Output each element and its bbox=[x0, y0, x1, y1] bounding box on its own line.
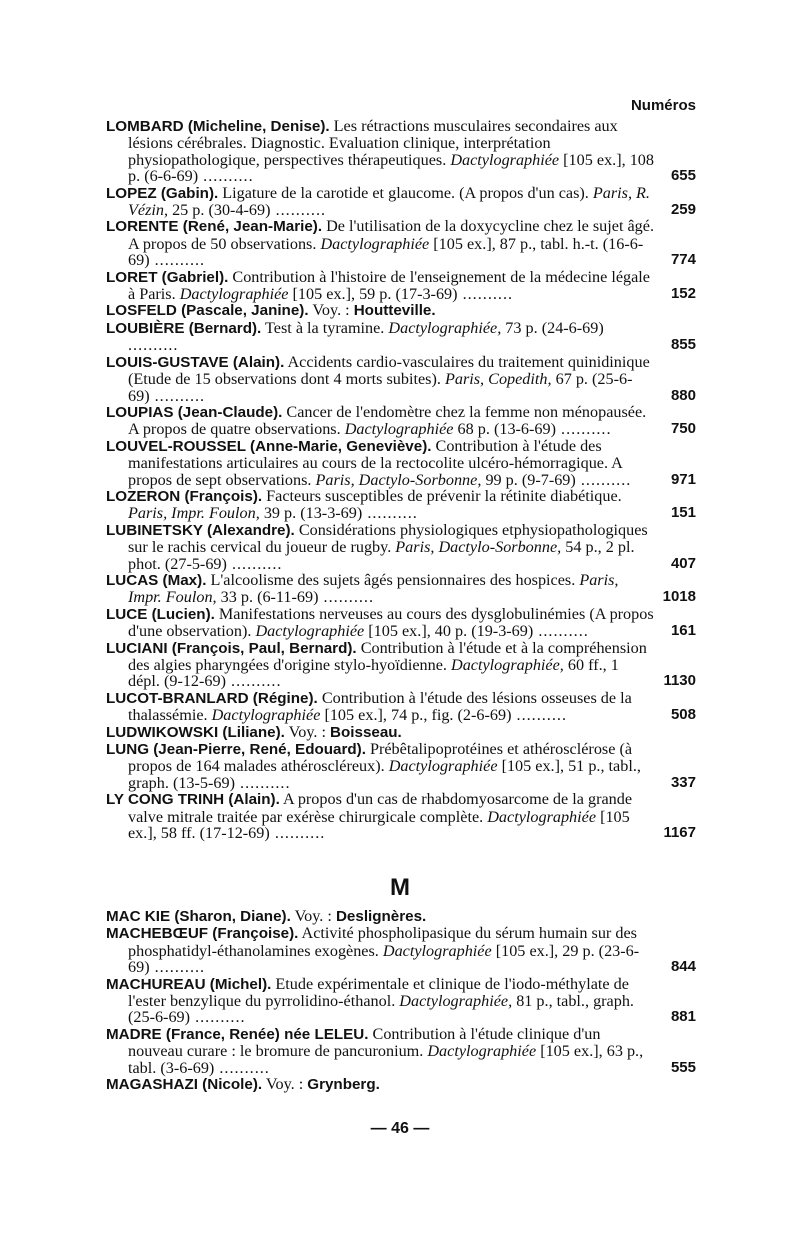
author-name: LOMBARD (Micheline, Denise). bbox=[106, 118, 330, 135]
entry bbox=[106, 640, 696, 690]
author-name: LUCE (Lucien). bbox=[106, 605, 215, 623]
dot-leader: .......... bbox=[575, 470, 632, 489]
entry-title: Voy. : bbox=[294, 907, 332, 925]
publisher: Paris, Impr. Foulon, bbox=[128, 570, 619, 607]
pub-details: [105 ex.], 29 p. (23-6-69) bbox=[128, 941, 640, 977]
author-name: LUCIANI (François, Paul, Bernard). bbox=[106, 639, 357, 657]
entry-text bbox=[106, 976, 654, 1026]
entry bbox=[106, 572, 696, 606]
publisher: Dactylographiée bbox=[211, 706, 321, 725]
publisher: Dactylographiée bbox=[320, 234, 430, 253]
entry bbox=[106, 320, 696, 354]
column-header: Numéros bbox=[630, 97, 696, 114]
pub-details: [105 ex.], 59 p. (17-3-69) bbox=[292, 285, 458, 304]
entry-text bbox=[106, 269, 654, 303]
entry-number: 774 bbox=[670, 251, 696, 269]
entry-title: Considérations physiologiques etphysiopathologiques sur le rachis cervical du joueur de rugby. bbox=[128, 520, 648, 557]
dot-leader: .......... bbox=[362, 504, 418, 523]
entry-text bbox=[106, 438, 654, 488]
dot-leader: .......... bbox=[214, 1058, 270, 1077]
publisher: Dactylographiée bbox=[450, 150, 560, 169]
pub-details: 99 p. (9-7-69) bbox=[485, 470, 576, 489]
pub-details: 25 p. (30-4-69) bbox=[172, 201, 271, 220]
entry-title: Voy. : bbox=[265, 1075, 304, 1094]
entry-number: 407 bbox=[670, 554, 696, 572]
entry-title: Contribution à l'histoire de l'enseignement de la médecine légale à Paris. bbox=[128, 267, 650, 304]
entry-title: Activité phospholipasique du sérum humain sur des phosphatidyl-éthanolamines exogènes. bbox=[128, 924, 637, 960]
entry-title: Contribution à l'étude des lésions osseuses de la thalassémie. bbox=[128, 688, 632, 725]
author-name: LUCAS (Max). bbox=[106, 571, 207, 589]
entry-text bbox=[106, 741, 654, 791]
entry-number: 151 bbox=[670, 504, 696, 522]
dot-leader: .......... bbox=[190, 1008, 246, 1027]
entry-title: Contribution à l'étude des manifestations articulaires au cours de la rectocolite ulcéro-hémorragique. A propos de sept observations. bbox=[128, 436, 622, 489]
entry bbox=[106, 218, 696, 268]
entry-number: 881 bbox=[670, 1008, 696, 1026]
entry-text bbox=[106, 522, 654, 572]
publisher: Paris, Impr. Foulon, bbox=[128, 504, 260, 523]
entry-title: Etude expérimentale et clinique de l'iodo-méthylate de l'ester benzylique du pyrrolidino-éthanol. bbox=[128, 974, 629, 1011]
entry bbox=[106, 606, 696, 640]
entry-text bbox=[106, 218, 654, 268]
cross-reference: Boisseau. bbox=[330, 723, 402, 741]
pub-details: [105 ex.], 63 p., tabl. (3-6-69) bbox=[128, 1042, 644, 1077]
entry-text bbox=[106, 302, 654, 319]
entry-title: De l'utilisation de la doxycycline chez le sujet âgé. A propos de 50 observations. bbox=[128, 217, 654, 253]
entry-text bbox=[106, 925, 654, 975]
pub-details: 39 p. (13-3-69) bbox=[263, 504, 363, 523]
entry-number: 1018 bbox=[662, 588, 696, 606]
entry-number: 508 bbox=[670, 706, 696, 724]
author-name: LOUIS-GUSTAVE (Alain). bbox=[106, 353, 285, 371]
publisher: Dactylographiée, bbox=[451, 656, 564, 674]
publisher: Dactylographiée bbox=[487, 807, 597, 826]
entry bbox=[106, 118, 696, 185]
author-name: MADRE (France, Renée) née LELEU. bbox=[106, 1025, 369, 1043]
pub-details: 73 p. (24-6-69) bbox=[505, 318, 604, 337]
author-name: LY CONG TRINH (Alain). bbox=[106, 791, 280, 809]
entry-number: 844 bbox=[670, 958, 696, 976]
entry-text bbox=[106, 791, 654, 841]
entry bbox=[106, 404, 696, 438]
entry-text bbox=[106, 354, 654, 404]
dot-leader: .......... bbox=[149, 251, 206, 270]
entry-title: Ligature de la carotide et glaucome. (A propos d'un cas). bbox=[222, 183, 589, 202]
author-name: LOUVEL-ROUSSEL (Anne-Marie, Geneviève). bbox=[106, 437, 432, 455]
author-name: LOSFELD (Pascale, Janine). bbox=[106, 302, 309, 320]
entry-number: 555 bbox=[670, 1058, 696, 1076]
author-name: LUBINETSKY (Alexandre). bbox=[106, 521, 295, 539]
section-letter: M bbox=[390, 874, 410, 901]
pub-details: 81 p., tabl., graph. (25-6-69) bbox=[128, 992, 634, 1027]
publisher: Dactylographiée bbox=[427, 1042, 537, 1061]
cross-reference: Deslignères. bbox=[335, 908, 427, 925]
pub-details: [105 ex.], 74 p., fig. (2-6-69) bbox=[324, 706, 512, 725]
entry-title: Cancer de l'endomètre chez la femme non ménopausée. A propos de quatre observations. bbox=[128, 402, 647, 439]
entry-title: Contribution à l'étude et à la compréhension des algies pharyngées d'origine stylo-hyoïdienne. bbox=[128, 638, 647, 674]
publisher: Paris, R. Vézin, bbox=[128, 183, 650, 220]
pub-details: [105 ex.], 51 p., tabl., graph. (13-5-69) bbox=[128, 757, 641, 792]
pub-details: [105 ex.], 40 p. (19-3-69) bbox=[368, 622, 534, 641]
entry bbox=[106, 302, 696, 319]
author-name: LOUBIÈRE (Bernard). bbox=[106, 319, 262, 337]
dot-leader: .......... bbox=[198, 167, 254, 186]
entry-title: Prébêtalipoprotéines et athérosclérose (à propos de 164 malades athéroscléreux). bbox=[128, 740, 633, 776]
publisher: Dactylographiée, bbox=[388, 318, 502, 337]
author-name: MAC KIE (Sharon, Diane). bbox=[106, 908, 291, 925]
pub-details: 60 ff., 1 dépl. (9-12-69) bbox=[128, 656, 619, 691]
entry bbox=[106, 1076, 696, 1093]
dot-leader: .......... bbox=[270, 201, 327, 220]
publisher: Dactylographiée bbox=[382, 941, 492, 960]
dot-leader: .......... bbox=[318, 588, 375, 607]
publisher: Dactylographiée bbox=[388, 757, 498, 776]
entry bbox=[106, 438, 696, 488]
entry-text bbox=[106, 724, 654, 741]
author-name: LOZERON (François). bbox=[106, 487, 263, 505]
dot-leader: .......... bbox=[234, 773, 291, 792]
entry-text bbox=[106, 690, 654, 724]
entry-number: 152 bbox=[670, 285, 696, 303]
entry-text bbox=[106, 606, 654, 640]
pub-details: 68 p. (13-6-69) bbox=[457, 420, 556, 439]
dot-leader: .......... bbox=[533, 622, 589, 641]
publisher: Paris, Dactylo-Sorbonne, bbox=[315, 470, 482, 489]
publisher: Dactylographiée bbox=[179, 285, 289, 304]
entry-text bbox=[106, 908, 654, 925]
pub-details: 54 p., 2 pl. phot. (27-5-69) bbox=[128, 538, 635, 573]
entry bbox=[106, 185, 696, 219]
pub-details: 33 p. (6-11-69) bbox=[220, 588, 319, 607]
publisher: Dactylographiée, bbox=[399, 992, 513, 1011]
author-name: MACHEBŒUF (Françoise). bbox=[106, 925, 299, 943]
dot-leader: .......... bbox=[149, 958, 206, 977]
dot-leader: .......... bbox=[457, 285, 514, 304]
entries-list-m bbox=[106, 908, 696, 1093]
entry-number: 1130 bbox=[663, 672, 696, 690]
entry bbox=[106, 908, 696, 925]
entry-text bbox=[106, 488, 654, 522]
dot-leader: .......... bbox=[511, 706, 567, 725]
dot-leader: .......... bbox=[226, 672, 282, 691]
entry-title: Facteurs susceptibles de prévenir la rétinite diabétique. bbox=[266, 486, 622, 505]
entry-title: L'alcoolisme des sujets âgés pensionnaires des hospices. bbox=[210, 570, 576, 589]
entry-number: 1167 bbox=[663, 824, 696, 842]
entries-list-l bbox=[106, 118, 696, 841]
entry-text bbox=[106, 572, 654, 606]
author-name: LUNG (Jean-Pierre, René, Edouard). bbox=[106, 741, 366, 759]
entry-number: 161 bbox=[670, 622, 696, 640]
entry-number: 337 bbox=[670, 773, 696, 791]
dot-leader: .......... bbox=[226, 554, 283, 573]
entry-title: Voy. : bbox=[288, 722, 326, 741]
entry-title: Test à la tyramine. bbox=[265, 318, 385, 337]
dot-leader: .......... bbox=[128, 336, 179, 355]
pub-details: [105 ex.], 58 ff. (17-12-69) bbox=[128, 807, 630, 843]
publisher: Paris, Dactylo-Sorbonne, bbox=[395, 538, 562, 557]
publisher: Dactylographiée bbox=[344, 420, 454, 439]
entry bbox=[106, 522, 696, 572]
dot-leader: .......... bbox=[269, 824, 326, 843]
entry-title: A propos d'un cas de rhabdomyosarcome de la grande valve mitrale traitée par exérèse chirurgicale complète. bbox=[128, 790, 633, 826]
publisher: Paris, Copedith, bbox=[444, 370, 552, 389]
entry-text bbox=[106, 320, 654, 354]
author-name: MACHUREAU (Michel). bbox=[106, 975, 272, 993]
entry-number: 880 bbox=[670, 386, 696, 404]
author-name: LUDWIKOWSKI (Liliane). bbox=[106, 723, 285, 741]
entry-number: 971 bbox=[670, 470, 696, 488]
dot-leader: .......... bbox=[556, 420, 612, 439]
author-name: LOUPIAS (Jean-Claude). bbox=[106, 403, 283, 421]
entry bbox=[106, 791, 696, 841]
cross-reference: Houtteville. bbox=[353, 302, 436, 320]
entry-text bbox=[106, 640, 654, 690]
entry-title: Voy. : bbox=[312, 301, 350, 320]
entry bbox=[106, 925, 696, 975]
entry-number: 750 bbox=[670, 420, 696, 438]
author-name: LORENTE (René, Jean-Marie). bbox=[106, 218, 323, 236]
entry-text bbox=[106, 404, 654, 438]
entry-number: 655 bbox=[670, 167, 696, 185]
entry-number: 259 bbox=[670, 201, 696, 219]
pub-details: 67 p. (25-6-69) bbox=[128, 370, 633, 405]
entry-text bbox=[106, 1076, 654, 1093]
entry-title: Manifestations nerveuses au cours des dysglobulinémies (A propos d'une observation). bbox=[128, 604, 654, 641]
entry-text bbox=[106, 185, 654, 219]
entry bbox=[106, 488, 696, 522]
author-name: MAGASHAZI (Nicole). bbox=[106, 1076, 263, 1094]
entry bbox=[106, 724, 696, 741]
publisher: Dactylographiée bbox=[255, 622, 365, 641]
author-name: LUCOT-BRANLARD (Régine). bbox=[106, 689, 318, 707]
pub-details: [105 ex.], 108 p. (6-6-69) bbox=[128, 150, 654, 186]
entry-title: Accidents cardio-vasculaires du traitement quinidinique (Etude de 15 observations dont 4 morts subites). bbox=[128, 352, 650, 389]
entry bbox=[106, 1026, 696, 1076]
entry bbox=[106, 741, 696, 791]
entry-number: 855 bbox=[670, 336, 696, 354]
entry-text bbox=[106, 1026, 654, 1076]
page-number: — 46 — bbox=[370, 1120, 430, 1137]
entry bbox=[106, 269, 696, 303]
entry-title: Contribution à l'étude clinique d'un nouveau curare : le bromure de pancuronium. bbox=[128, 1024, 601, 1061]
dot-leader: .......... bbox=[149, 386, 206, 405]
entry-title: Les rétractions musculaires secondaires aux lésions cérébrales. Diagnostic. Evaluation clinique, interprétation physiopathologique, perspectives thérapeutiques. bbox=[128, 117, 618, 169]
author-name: LORET (Gabriel). bbox=[106, 268, 229, 286]
author-name: LOPEZ (Gabin). bbox=[106, 184, 219, 202]
pub-details: [105 ex.], 87 p., tabl. h.-t. (16-6-69) bbox=[128, 234, 644, 270]
entry bbox=[106, 690, 696, 724]
entry bbox=[106, 976, 696, 1026]
cross-reference: Grynberg. bbox=[307, 1076, 380, 1094]
entry bbox=[106, 354, 696, 404]
entry-text bbox=[106, 118, 654, 185]
